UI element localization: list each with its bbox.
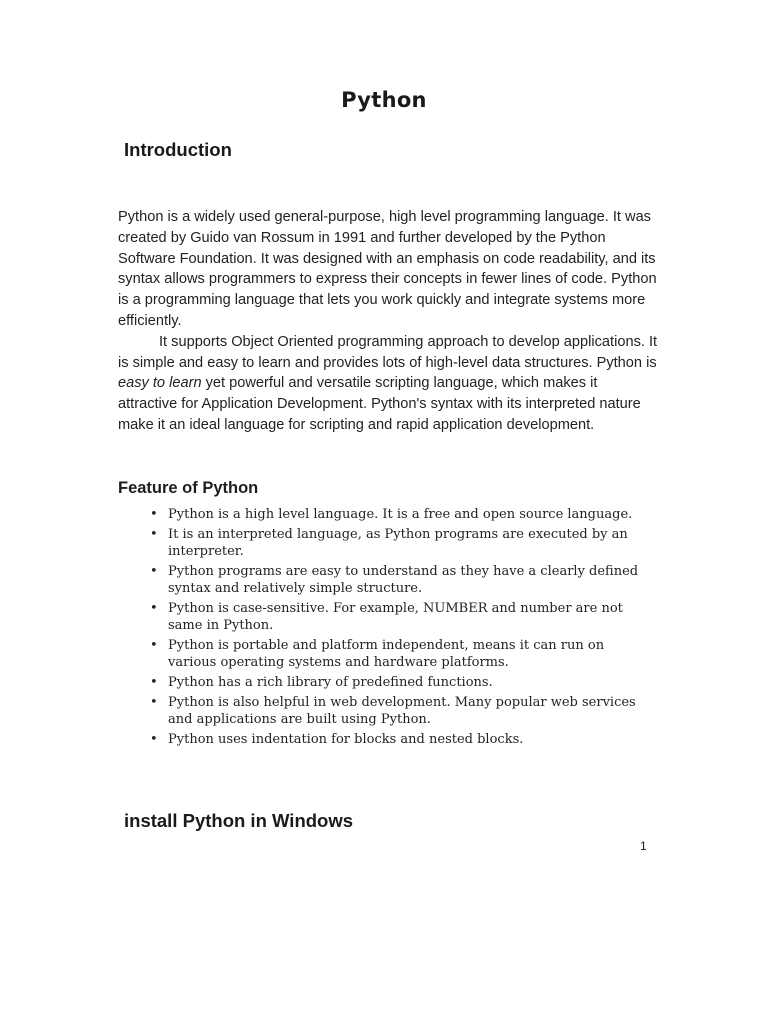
feature-item: [150, 694, 650, 728]
bullet-icon: •: [150, 675, 158, 690]
introduction-body: [118, 207, 658, 436]
feature-text: Python is also helpful in web development. Many popular web services and applications are built using Python.: [168, 695, 636, 727]
paragraph-2-text-start: It supports Object Oriented programming approach to develop applications. It is simple and easy to learn and provides lots of high-level data structures. Python is: [118, 333, 658, 371]
feature-item: [150, 563, 650, 597]
feature-text: Python is case-sensitive. For example, NUMBER and number are not same in Python.: [168, 601, 623, 633]
bullet-icon: •: [150, 638, 158, 653]
bullet-icon: •: [150, 695, 158, 710]
bullet-icon: •: [150, 527, 158, 542]
page-number: 1: [640, 839, 647, 853]
bullet-icon: •: [150, 732, 158, 747]
features-list: [150, 506, 650, 751]
feature-text: It is an interpreted language, as Python programs are executed by an interpreter.: [168, 527, 628, 559]
install-heading: install Python in Windows: [124, 810, 354, 831]
feature-item: [150, 600, 650, 634]
introduction-heading: Introduction: [124, 139, 232, 160]
feature-text: Python uses indentation for blocks and nested blocks.: [168, 732, 524, 747]
feature-item: [150, 674, 650, 691]
document-title: Python: [341, 88, 427, 112]
bullet-icon: •: [150, 507, 158, 522]
introduction-paragraph-1: Python is a widely used general-purpose, high level programming language. It was created by Guido van Rossum in 1991 and further developed by the Python Software Foundation. It was designed with an emphasis on code readability, and its syntax allows programmers to express their concepts in fewer lines of code. Python is a programming language that lets you work quickly and integrate systems more efficiently.: [118, 209, 657, 329]
feature-item: [150, 731, 650, 748]
paragraph-2-text-end: yet powerful and versatile scripting language, which makes it attractive for Application Development. Python's syntax with its interpreted nature make it an ideal language for scripting and rapid application development.: [118, 375, 641, 433]
features-heading: Feature of Python: [118, 479, 259, 497]
introduction-paragraph-2: [118, 332, 658, 436]
emphasis-easy-to-learn: easy to learn: [118, 375, 202, 392]
feature-item: [150, 526, 650, 560]
feature-text: Python programs are easy to understand as they have a clearly defined syntax and relatively simple structure.: [168, 564, 639, 596]
feature-text: Python is a high level language. It is a free and open source language.: [168, 507, 633, 522]
feature-text: Python is portable and platform independent, means it can run on various operating systems and hardware platforms.: [168, 638, 605, 670]
feature-text: Python has a rich library of predefined functions.: [168, 675, 493, 690]
feature-item: [150, 637, 650, 671]
feature-item: [150, 506, 650, 523]
bullet-icon: •: [150, 601, 158, 616]
bullet-icon: •: [150, 564, 158, 579]
